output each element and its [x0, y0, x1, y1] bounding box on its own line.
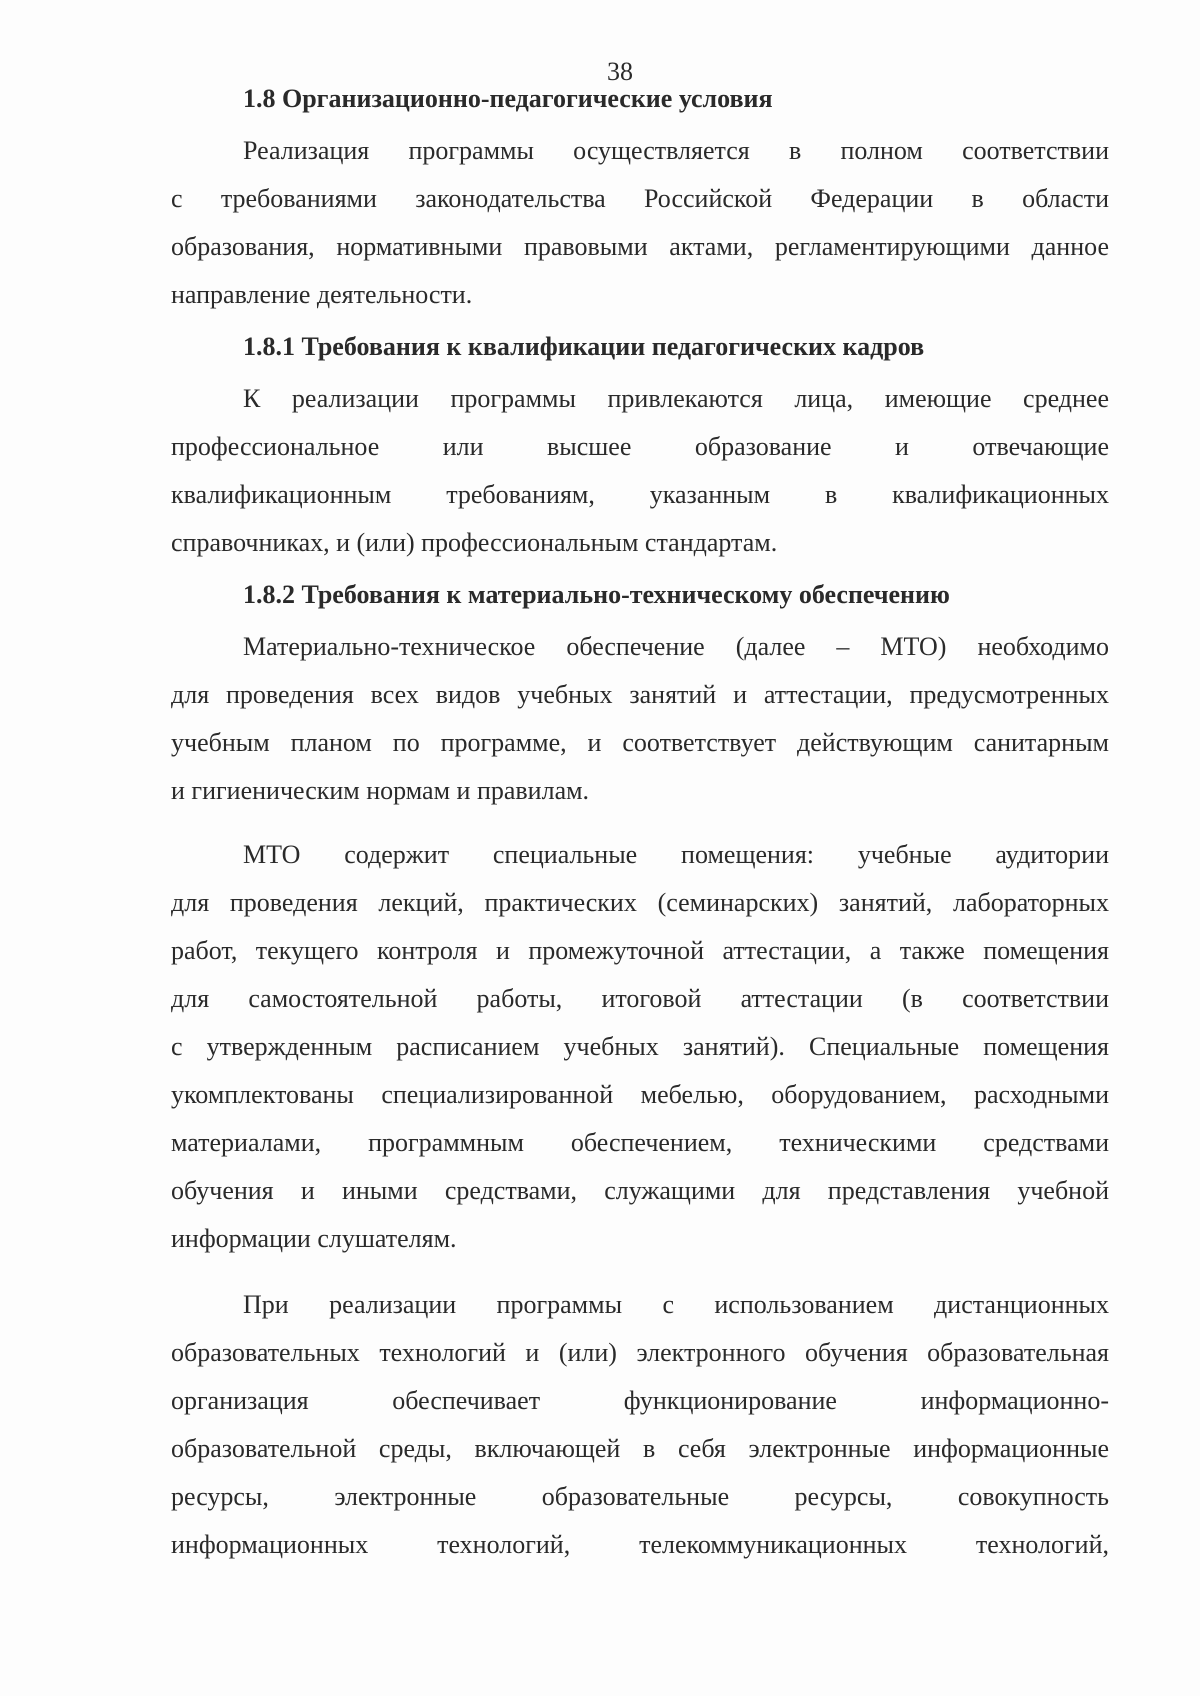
page-number: 38 — [607, 57, 633, 86]
text-line: с утвержденным расписанием учебных занятий). Специальные помещения — [171, 1032, 1109, 1061]
text-line: с требованиями законодательства Российской Федерации в области — [171, 184, 1109, 213]
text-line: При реализации программы с использованием дистанционных — [243, 1290, 1109, 1319]
text-line: К реализации программы привлекаются лица, имеющие среднее — [243, 384, 1109, 413]
text-line: учебным планом по программе, и соответствует действующим санитарным — [171, 728, 1109, 757]
text-line: направление деятельности. — [171, 280, 473, 309]
text-line: организация обеспечивает функционирование информационно- — [171, 1386, 1109, 1415]
text-line: образовательной среды, включающей в себя электронные информационные — [171, 1434, 1109, 1463]
text-line: Реализация программы осуществляется в полном соответствии — [243, 136, 1109, 165]
text-line: укомплектованы специализированной мебелью, оборудованием, расходными — [171, 1080, 1109, 1109]
text-line: материалами, программным обеспечением, техническими средствами — [171, 1128, 1109, 1157]
text-line: профессиональное или высшее образование и отвечающие — [171, 432, 1109, 461]
text-line: для самостоятельной работы, итоговой аттестации (в соответствии — [171, 984, 1109, 1013]
text-line: для проведения лекций, практических (семинарских) занятий, лабораторных — [171, 888, 1109, 917]
text-line: информации слушателям. — [171, 1224, 457, 1253]
text-line: для проведения всех видов учебных занятий и аттестации, предусмотренных — [171, 680, 1109, 709]
text-line: работ, текущего контроля и промежуточной аттестации, а также помещения — [171, 936, 1109, 965]
text-line: образования, нормативными правовыми актами, регламентирующими данное — [171, 232, 1109, 261]
text-line: МТО содержит специальные помещения: учебные аудитории — [243, 840, 1109, 869]
text-line: Материально-техническое обеспечение (далее – МТО) необходимо — [243, 632, 1109, 661]
text-line: и гигиеническим нормам и правилам. — [171, 776, 590, 805]
text-line: обучения и иными средствами, служащими для представления учебной — [171, 1176, 1109, 1205]
text-line: информационных технологий, телекоммуникационных технологий, — [171, 1530, 1109, 1559]
section-heading-1-8: 1.8 Организационно-педагогические условия — [243, 84, 773, 113]
text-line: ресурсы, электронные образовательные ресурсы, совокупность — [171, 1482, 1109, 1511]
text-line: квалификационным требованиям, указанным в квалификационных — [171, 480, 1109, 509]
section-heading-1-8-1: 1.8.1 Требования к квалификации педагогических кадров — [243, 332, 925, 361]
text-line: справочниках, и (или) профессиональным стандартам. — [171, 528, 778, 557]
text-line: образовательных технологий и (или) электронного обучения образовательная — [171, 1338, 1109, 1367]
section-heading-1-8-2: 1.8.2 Требования к материально-техническому обеспечению — [243, 580, 950, 609]
